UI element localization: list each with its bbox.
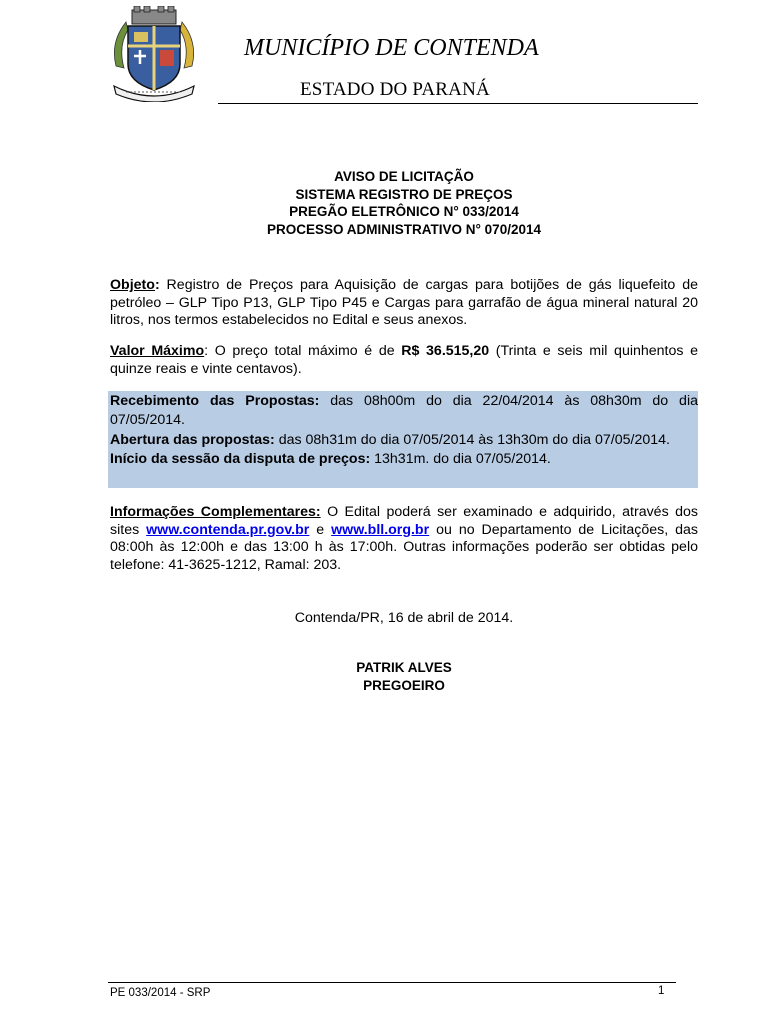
recebimento-line (110, 392, 698, 431)
info-text-1: O Edital poderá ser examinado e adquirido, através dos sites (110, 504, 698, 538)
valor-text-after: (Trinta e seis mil quinhentos e quinze reais e vinte centavos). (110, 343, 698, 377)
municipality-name: MUNICÍPIO DE CONTENDA (244, 35, 539, 61)
schedule-block (110, 392, 698, 470)
footer-reference: PE 033/2014 - SRP (110, 987, 211, 999)
signatory-name: PATRIK ALVES (356, 660, 452, 675)
objeto-text: Registro de Preços para Aquisição de cargas para botijões de gás liquefeito de petróleo – GLP Tipo P13, GLP Tipo P45 e Cargas para garrafão de água mineral natural 20 litros, nos termos estabelecidos no Edital e seus anexos. (110, 277, 698, 328)
municipal-coat-of-arms-icon (104, 6, 204, 102)
abertura-line (110, 431, 698, 450)
info-text-2: e (309, 521, 332, 538)
place-date-line: Contenda/PR, 16 de abril de 2014. (294, 610, 514, 626)
recebimento-text: das 08h00m do dia 22/04/2014 às 08h30m do dia 07/05/2014. (110, 393, 698, 429)
objeto-label: Objeto (110, 277, 155, 293)
notice-pregao-line: PREGÃO ELETRÔNICO N° 033/2014 (289, 204, 519, 219)
notice-title: AVISO DE LICITAÇÃO (334, 169, 474, 184)
valor-paragraph (110, 343, 698, 378)
page-number: 1 (658, 985, 665, 997)
header-divider (218, 103, 698, 104)
objeto-colon: : (154, 277, 160, 293)
signature-block (110, 659, 698, 695)
notice-processo-line: PROCESSO ADMINISTRATIVO N° 070/2014 (267, 221, 541, 237)
recebimento-label: Recebimento das Propostas: (110, 393, 320, 409)
contenda-website-link[interactable]: www.contenda.pr.gov.br (146, 521, 310, 538)
notice-title-block (110, 168, 698, 238)
info-paragraph (110, 504, 698, 574)
inicio-label: Início da sessão da disputa de preços: (110, 451, 371, 468)
info-text-3: ou no Departamento de Licitações, das 08:00h às 12:00h e das 13:00 h às 17:00h. Outras informações poderão ser obtidas pelo telefone: 41-3625-1212, Ramal: 203. (110, 521, 699, 573)
state-name: ESTADO DO PARANÁ (300, 79, 490, 100)
notice-system-line: SISTEMA REGISTRO DE PREÇOS (295, 186, 513, 202)
valor-text-before: : O preço total máximo é de (204, 343, 402, 359)
objeto-paragraph (110, 277, 698, 330)
inicio-text: 13h31m. do dia 07/05/2014. (370, 451, 551, 468)
abertura-text: das 08h31m do dia 07/05/2014 às 13h30m do dia 07/05/2014. (274, 431, 670, 448)
info-label: Informações Complementares: (110, 504, 321, 520)
inicio-line (110, 450, 698, 469)
valor-label: Valor Máximo (110, 343, 205, 359)
abertura-label: Abertura das propostas: (110, 431, 275, 448)
signatory-role: PREGOEIRO (363, 678, 445, 693)
footer-divider (108, 982, 676, 983)
valor-amount: R$ 36.515,20 (401, 343, 490, 359)
bll-website-link[interactable]: www.bll.org.br (331, 521, 430, 538)
